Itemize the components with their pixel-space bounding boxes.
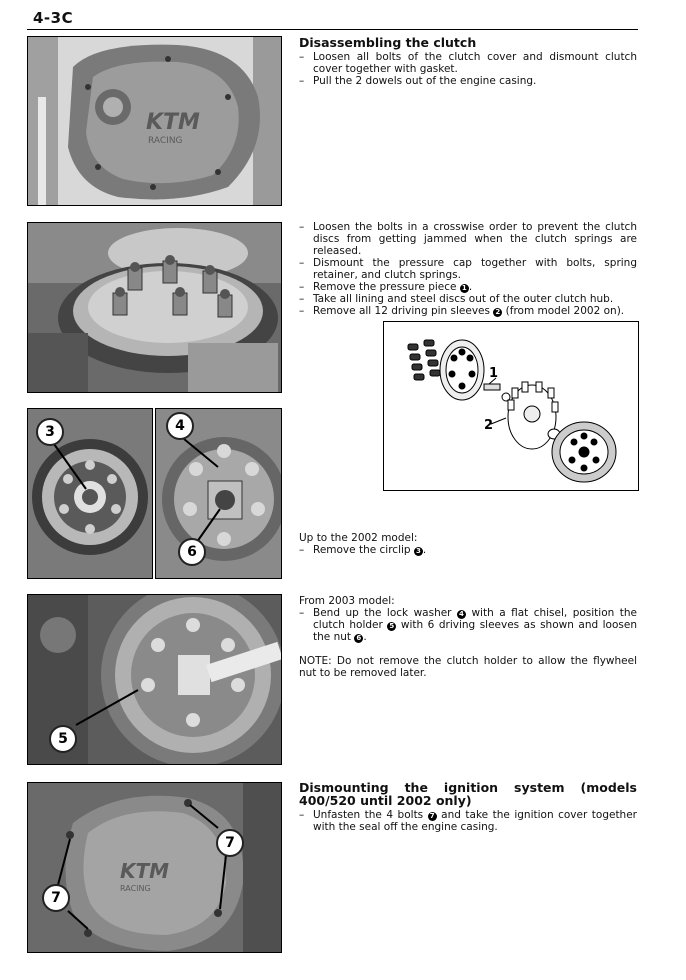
list-item: – Remove the circlip 3 . (299, 544, 427, 556)
ref-number-badge: 6 (354, 634, 363, 643)
list-item: – Remove the pressure piece 1 . (299, 281, 473, 293)
engine-brand-text: KTM (146, 110, 200, 135)
step-text: and take the ignition cover together with the seal off the engine casing. (313, 809, 637, 833)
upto-2002-step-list (299, 544, 637, 556)
ref-number-badge: 5 (387, 622, 396, 631)
step-text: Loosen all bolts of the clutch cover and dismount clutch cover together with gasket. (313, 51, 637, 75)
ref-number-badge: 4 (457, 610, 466, 619)
section-ignition (299, 781, 637, 833)
section-disassembling-clutch (299, 36, 637, 87)
photo-pressure-cap (27, 222, 282, 393)
list-item: – Pull the 2 dowels out of the engine casing. (299, 75, 537, 87)
ref-number-badge: 2 (493, 308, 502, 317)
model-label-upto-2002: Up to the 2002 model: (299, 532, 418, 544)
ref-number-badge: 7 (428, 812, 437, 821)
list-item: – Take all lining and steel discs out of the outer clutch hub. (299, 293, 614, 305)
ref-number-badge: 1 (460, 284, 469, 293)
step-text: Pull the 2 dowels out of the engine casing. (313, 75, 537, 87)
ignition-step-list (299, 809, 637, 833)
step-text: Bend up the lock washer (313, 607, 452, 619)
section-remove-pressure-cap (299, 221, 637, 317)
photo-lock-washer (155, 408, 282, 579)
engine-cover-illustration (28, 37, 281, 205)
note-flywheel: NOTE: Do not remove the clutch holder to allow the flywheel nut to be removed later. (299, 655, 637, 679)
step-text: Remove the pressure piece (313, 281, 457, 293)
photo-ignition-cover (27, 782, 282, 953)
ignition-cover-illustration (28, 783, 281, 952)
list-item: – Bend up the lock washer 4 with a flat chisel, position the clutch holder 5 with 6 driving sleeves as shown and loosen the nut 6 . (299, 607, 637, 643)
header-rule (27, 29, 638, 30)
exploded-clutch-diagram (383, 321, 639, 491)
photo-clutch-hub-circlip (27, 408, 153, 579)
model-label-from-2003: From 2003 model: (299, 595, 395, 607)
step-text: Unfasten the 4 bolts (313, 809, 424, 821)
section-up-to-2002 (299, 532, 637, 556)
diagram-label-2: 2 (484, 418, 494, 433)
ref-number-badge: 3 (414, 547, 423, 556)
exploded-diagram-drawing (384, 322, 638, 490)
list-item: – Remove all 12 driving pin sleeves 2 (from model 2002 on). (299, 305, 625, 317)
callout-5: 5 (49, 725, 77, 753)
step-text-end: . (422, 544, 427, 556)
step-text: with 6 driving sleeves as shown and loosen the nut (313, 619, 637, 643)
list-item: – Loosen the bolts in a crosswise order to prevent the clutch discs from getting jammed when the clutch springs are released. (299, 221, 637, 257)
callout-4: 4 (166, 412, 194, 440)
callout-6: 6 (178, 538, 206, 566)
list-item: – Unfasten the 4 bolts 7 and take the ignition cover together with the seal off the engine casing. (299, 809, 637, 833)
step-text-end: . (363, 631, 367, 643)
photo-engine-clutch-cover (27, 36, 282, 206)
from-2003-step-list (299, 607, 637, 643)
callout-7-left: 7 (42, 884, 70, 912)
step-text: with a flat chisel, position the clutch holder (313, 607, 637, 631)
step-text: Remove the circlip (313, 544, 411, 556)
diagram-label-1: 1 (489, 366, 499, 381)
heading-disassembling-clutch: Disassembling the clutch (299, 35, 477, 50)
section-from-2003 (299, 595, 637, 679)
step-text: Remove all 12 driving pin sleeves (313, 305, 490, 317)
step-text-end: (from model 2002 on). (505, 305, 625, 317)
step-text: Take all lining and steel discs out of the outer clutch hub. (313, 293, 614, 305)
clutch-step-list (299, 51, 637, 87)
ignition-sub-text: RACING (120, 884, 151, 893)
pressure-cap-illustration (28, 223, 281, 392)
page-number: 4-3C (33, 9, 74, 27)
pressure-cap-step-list (299, 221, 637, 317)
heading-ignition: Dismounting the ignition system (models 400/520 until 2002 only) (299, 780, 637, 808)
engine-sub-text: RACING (148, 136, 183, 146)
ignition-brand-text: KTM (120, 859, 170, 883)
list-item: – Dismount the pressure cap together with bolts, spring retainer, and clutch springs. (299, 257, 637, 281)
photo-clutch-holder (27, 594, 282, 765)
callout-3: 3 (36, 418, 64, 446)
step-text-end: . (468, 281, 473, 293)
list-item: – Loosen all bolts of the clutch cover and dismount clutch cover together with gasket. (299, 51, 637, 75)
step-text: Dismount the pressure cap together with bolts, spring retainer, and clutch springs. (313, 257, 637, 281)
step-text: Loosen the bolts in a crosswise order to prevent the clutch discs from getting jammed when the clutch springs are released. (313, 221, 637, 257)
callout-7-top: 7 (216, 829, 244, 857)
